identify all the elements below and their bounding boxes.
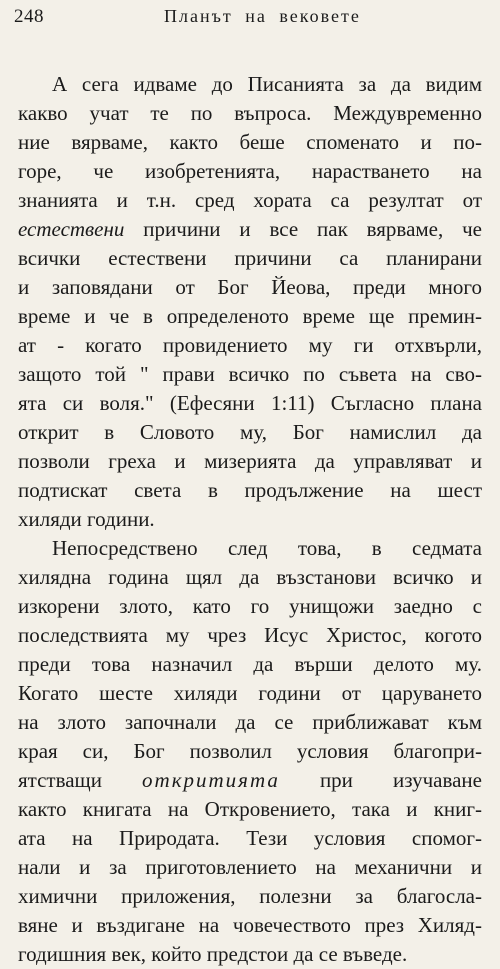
paragraph-1-line-13: открит в Словото му, Бог намислил да <box>18 420 482 444</box>
paragraph-2-line-13: химични приложения, полезни за благосла- <box>18 884 482 908</box>
paragraph-1-line-5: знанията и т.н. сред хората са резултат от <box>18 188 482 212</box>
paragraph-2-line-12: нали и за приготовлението на механични и <box>18 855 482 879</box>
paragraph-2-line-1: Непосредствено след това, в седмата <box>52 536 482 560</box>
paragraph-1-line-11: защото той " прави всичко по съвета на сво- <box>18 362 482 386</box>
emphasized-word: откритията <box>142 768 280 792</box>
paragraph-2-line-15: годишния век, който предстои да се въведе. <box>18 942 408 966</box>
paragraph-2-line-10: както книгата на Откровението, така и книг- <box>18 797 482 821</box>
paragraph-2-line-8: края си, Бог позволил условия благопри- <box>18 739 482 763</box>
paragraph-2-line-9 <box>18 766 482 795</box>
paragraph-1-line-6 <box>18 215 482 244</box>
paragraph-1-line-4: горе, че изобретенията, нарастването на <box>18 159 482 183</box>
paragraph-2-line-11: ата на Природата. Тези условия спомог- <box>18 826 482 850</box>
running-title: Планът на вековете <box>164 6 361 26</box>
paragraph-2-line-5: преди това назначил да върши делото му. <box>18 652 482 676</box>
paragraph-1-line-8: и заповядани от Бог Йеова, преди много <box>18 275 482 299</box>
paragraph-2-line-3: изкорени злото, като го унищожи заедно с <box>18 594 482 618</box>
paragraph-1-line-9: време и че в определеното време ще премин- <box>18 304 482 328</box>
paragraph-2-line-6: Когато шесте хиляди години от царуването <box>18 681 482 705</box>
line-text-before: ятстващи <box>18 768 143 792</box>
paragraph-1-line-3: ние вярваме, както беше споменато и по- <box>18 130 482 154</box>
paragraph-2-line-2: хилядна година щял да възстанови всичко и <box>18 565 482 589</box>
paragraph-2-line-14: вяне и въздигане на човечеството през Хиляд- <box>18 913 482 937</box>
paragraph-1-line-14: позволи греха и мизерията да управляват и <box>18 449 482 473</box>
paragraph-2-line-7: на злото започнали да се приближават към <box>18 710 482 734</box>
line-text-after: при изучаване <box>279 768 482 792</box>
emphasized-word: естествени <box>18 217 125 241</box>
paragraph-1-line-7: всички естествени причини са планирани <box>18 246 482 270</box>
paragraph-1-line-12: ята си воля." (Ефесяни 1:11) Съгласно плана <box>18 391 482 415</box>
paragraph-1-line-2: какво учат те по въпроса. Междувременно <box>18 101 482 125</box>
paragraph-1-line-15: подтискат света в продължение на шест <box>18 478 482 502</box>
page-number: 248 <box>14 6 44 27</box>
paragraph-1-line-16: хиляди години. <box>18 507 155 531</box>
paragraph-1-line-1: А сега идваме до Писанията за да видим <box>52 72 482 96</box>
page-header <box>14 6 486 30</box>
paragraph-1-line-10: ат - когато провидението му ги отхвърли, <box>18 333 482 357</box>
line-text-after: причини и все пак вярваме, че <box>124 217 482 241</box>
paragraph-2-line-4: последствията му чрез Исус Христос, когото <box>18 623 482 647</box>
